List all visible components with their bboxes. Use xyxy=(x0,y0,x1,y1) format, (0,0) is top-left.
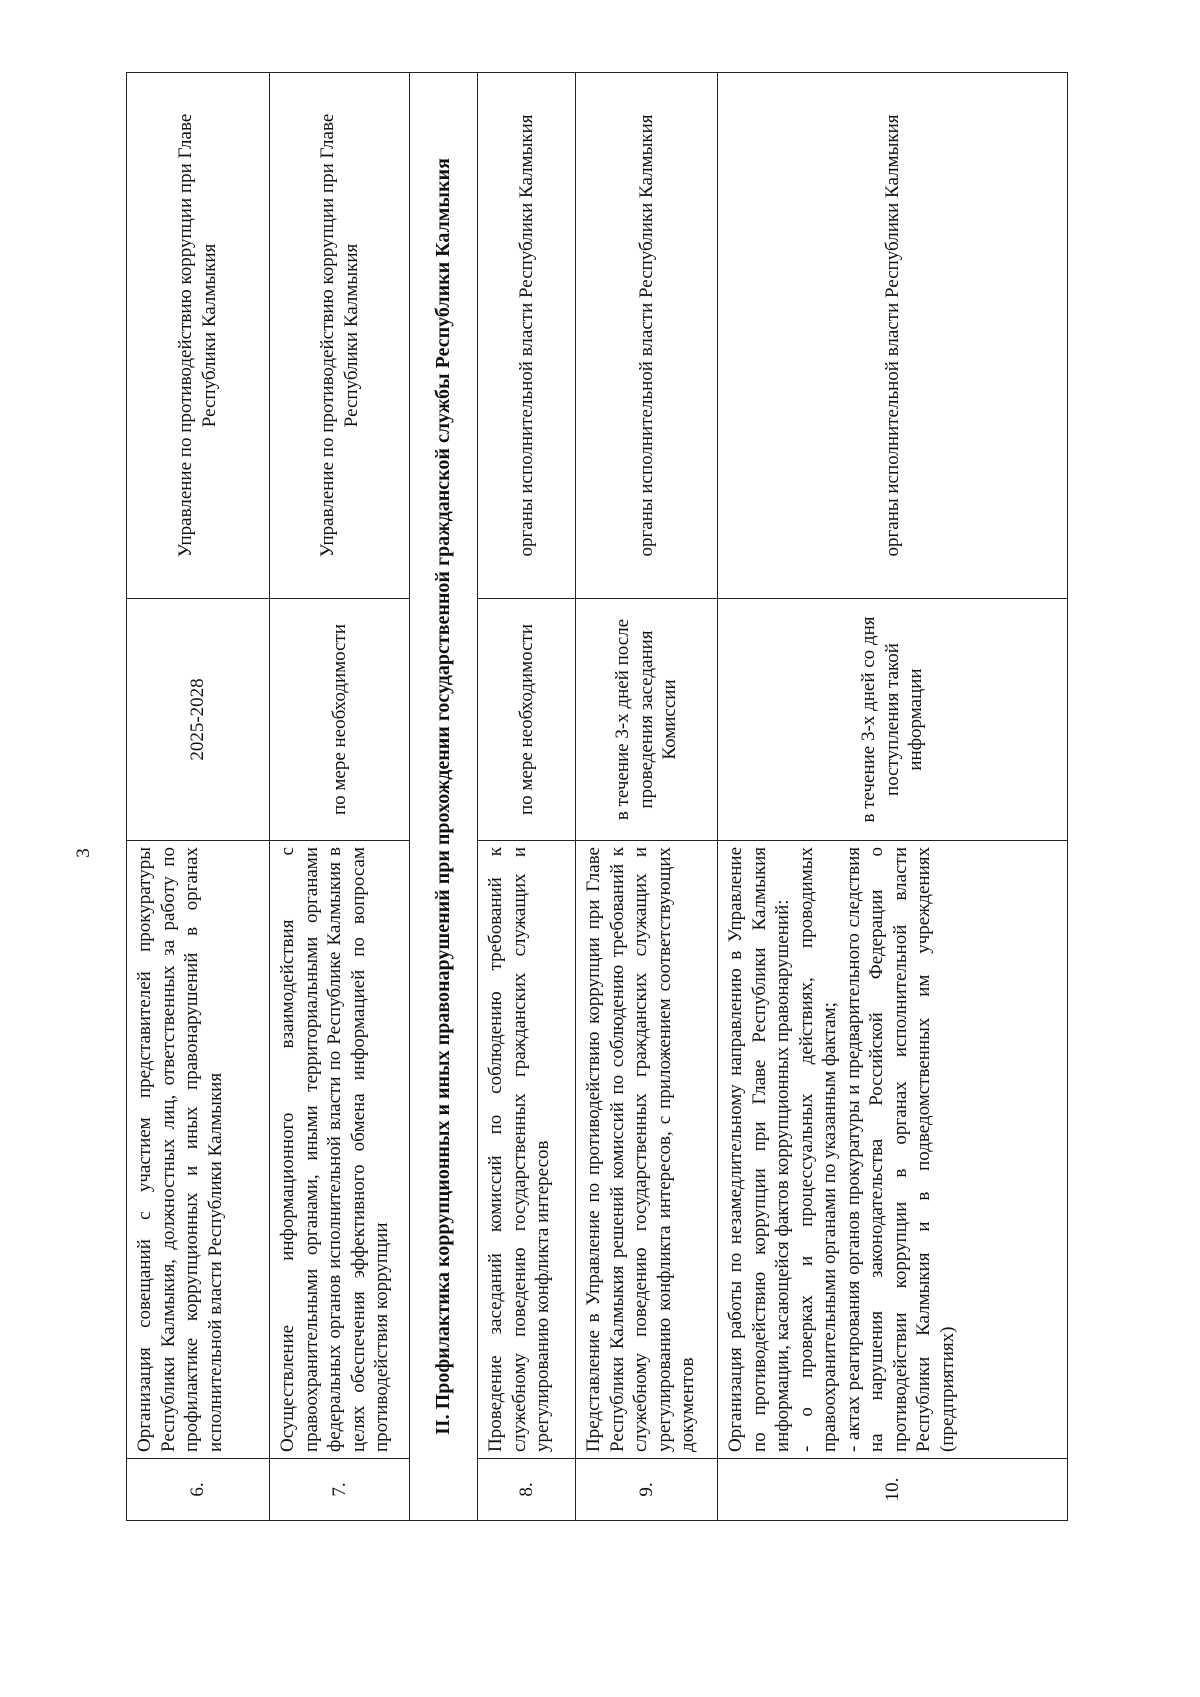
measure-text: Представление в Управление по противодействию коррупции при Главе Республики Калмыкия решений комиссий по соблюдению требований к служебному поведению государственных гражданских служащих и урегулированию конфликта интересов, с приложением соответствующих документов xyxy=(576,841,718,1459)
responsible-cell: органы исполнительной власти Республики Калмыкия xyxy=(718,73,1068,599)
responsible-cell: Управление по противодействию коррупции при Главе Республики Калмыкия xyxy=(270,73,410,599)
section-heading: II. Профилактика коррупционных и иных правонарушений при прохождении государственной гражданской службы Республики Калмыкия xyxy=(410,73,478,1521)
term-cell: по мере необходимости xyxy=(270,599,410,841)
measure-text: Проведение заседаний комиссий по соблюдению требований к служебному поведению государственных гражданских служащих и урегулированию конфликта интересов xyxy=(478,841,576,1459)
table-row xyxy=(478,73,576,1521)
row-number: 8. xyxy=(478,1459,576,1521)
rotated-table-container xyxy=(126,73,1068,1521)
table-row xyxy=(718,73,1068,1521)
measure-item: - актах реагирования органов прокуратуры и предварительного следствия на нарушения законодательства Российской Федерации о противодействии коррупции в органах исполнительной власти Республики Калмыкия и в подведомственных им учреждениях (предприятиях) xyxy=(842,847,958,1452)
table-row xyxy=(127,73,270,1521)
table-row xyxy=(270,73,410,1521)
responsible-cell: органы исполнительной власти Республики Калмыкия xyxy=(576,73,718,599)
measure-text: Осуществление информационного взаимодействия с правоохранительными органами, иными территориальными органами федеральных органов исполнительной власти по Республике Калмыкия в целях обеспечения эффективного обмена информацией по вопросам противодействия коррупции xyxy=(270,841,410,1459)
row-number: 9. xyxy=(576,1459,718,1521)
measure-text xyxy=(718,841,1068,1459)
section-row xyxy=(410,73,478,1521)
term-cell: 2025-2028 xyxy=(127,599,270,841)
term-cell: в течение 3-х дней после проведения заседания Комиссии xyxy=(576,599,718,841)
measure-intro: Организация работы по незамедлительному направлению в Управление по противодействию коррупции при Главе Республики Калмыкия информации, касающейся фактов коррупционных правонарушений: xyxy=(725,847,794,1452)
responsible-cell: органы исполнительной власти Республики Калмыкия xyxy=(478,73,576,599)
measure-item: - о проверках и процессуальных действиях, проводимых правоохранительными органами по указанным фактам; xyxy=(795,847,841,1452)
term-cell: в течение 3-х дней со дня поступления такой информации xyxy=(718,599,1068,841)
row-number: 6. xyxy=(127,1459,270,1521)
table-row xyxy=(576,73,718,1521)
page-number: 3 xyxy=(73,848,94,858)
measures-table xyxy=(126,72,1068,1521)
term-cell: по мере необходимости xyxy=(478,599,576,841)
row-number: 10. xyxy=(718,1459,1068,1521)
measure-text: Организация совещаний с участием представителей прокуратуры Республики Калмыкия, должностных лиц, ответственных за работу по профилактике коррупционных и иных правонарушений в органах исполнительной власти Республики Калмыкия xyxy=(127,841,270,1459)
responsible-cell: Управление по противодействию коррупции при Главе Республики Калмыкия xyxy=(127,73,270,599)
row-number: 7. xyxy=(270,1459,410,1521)
